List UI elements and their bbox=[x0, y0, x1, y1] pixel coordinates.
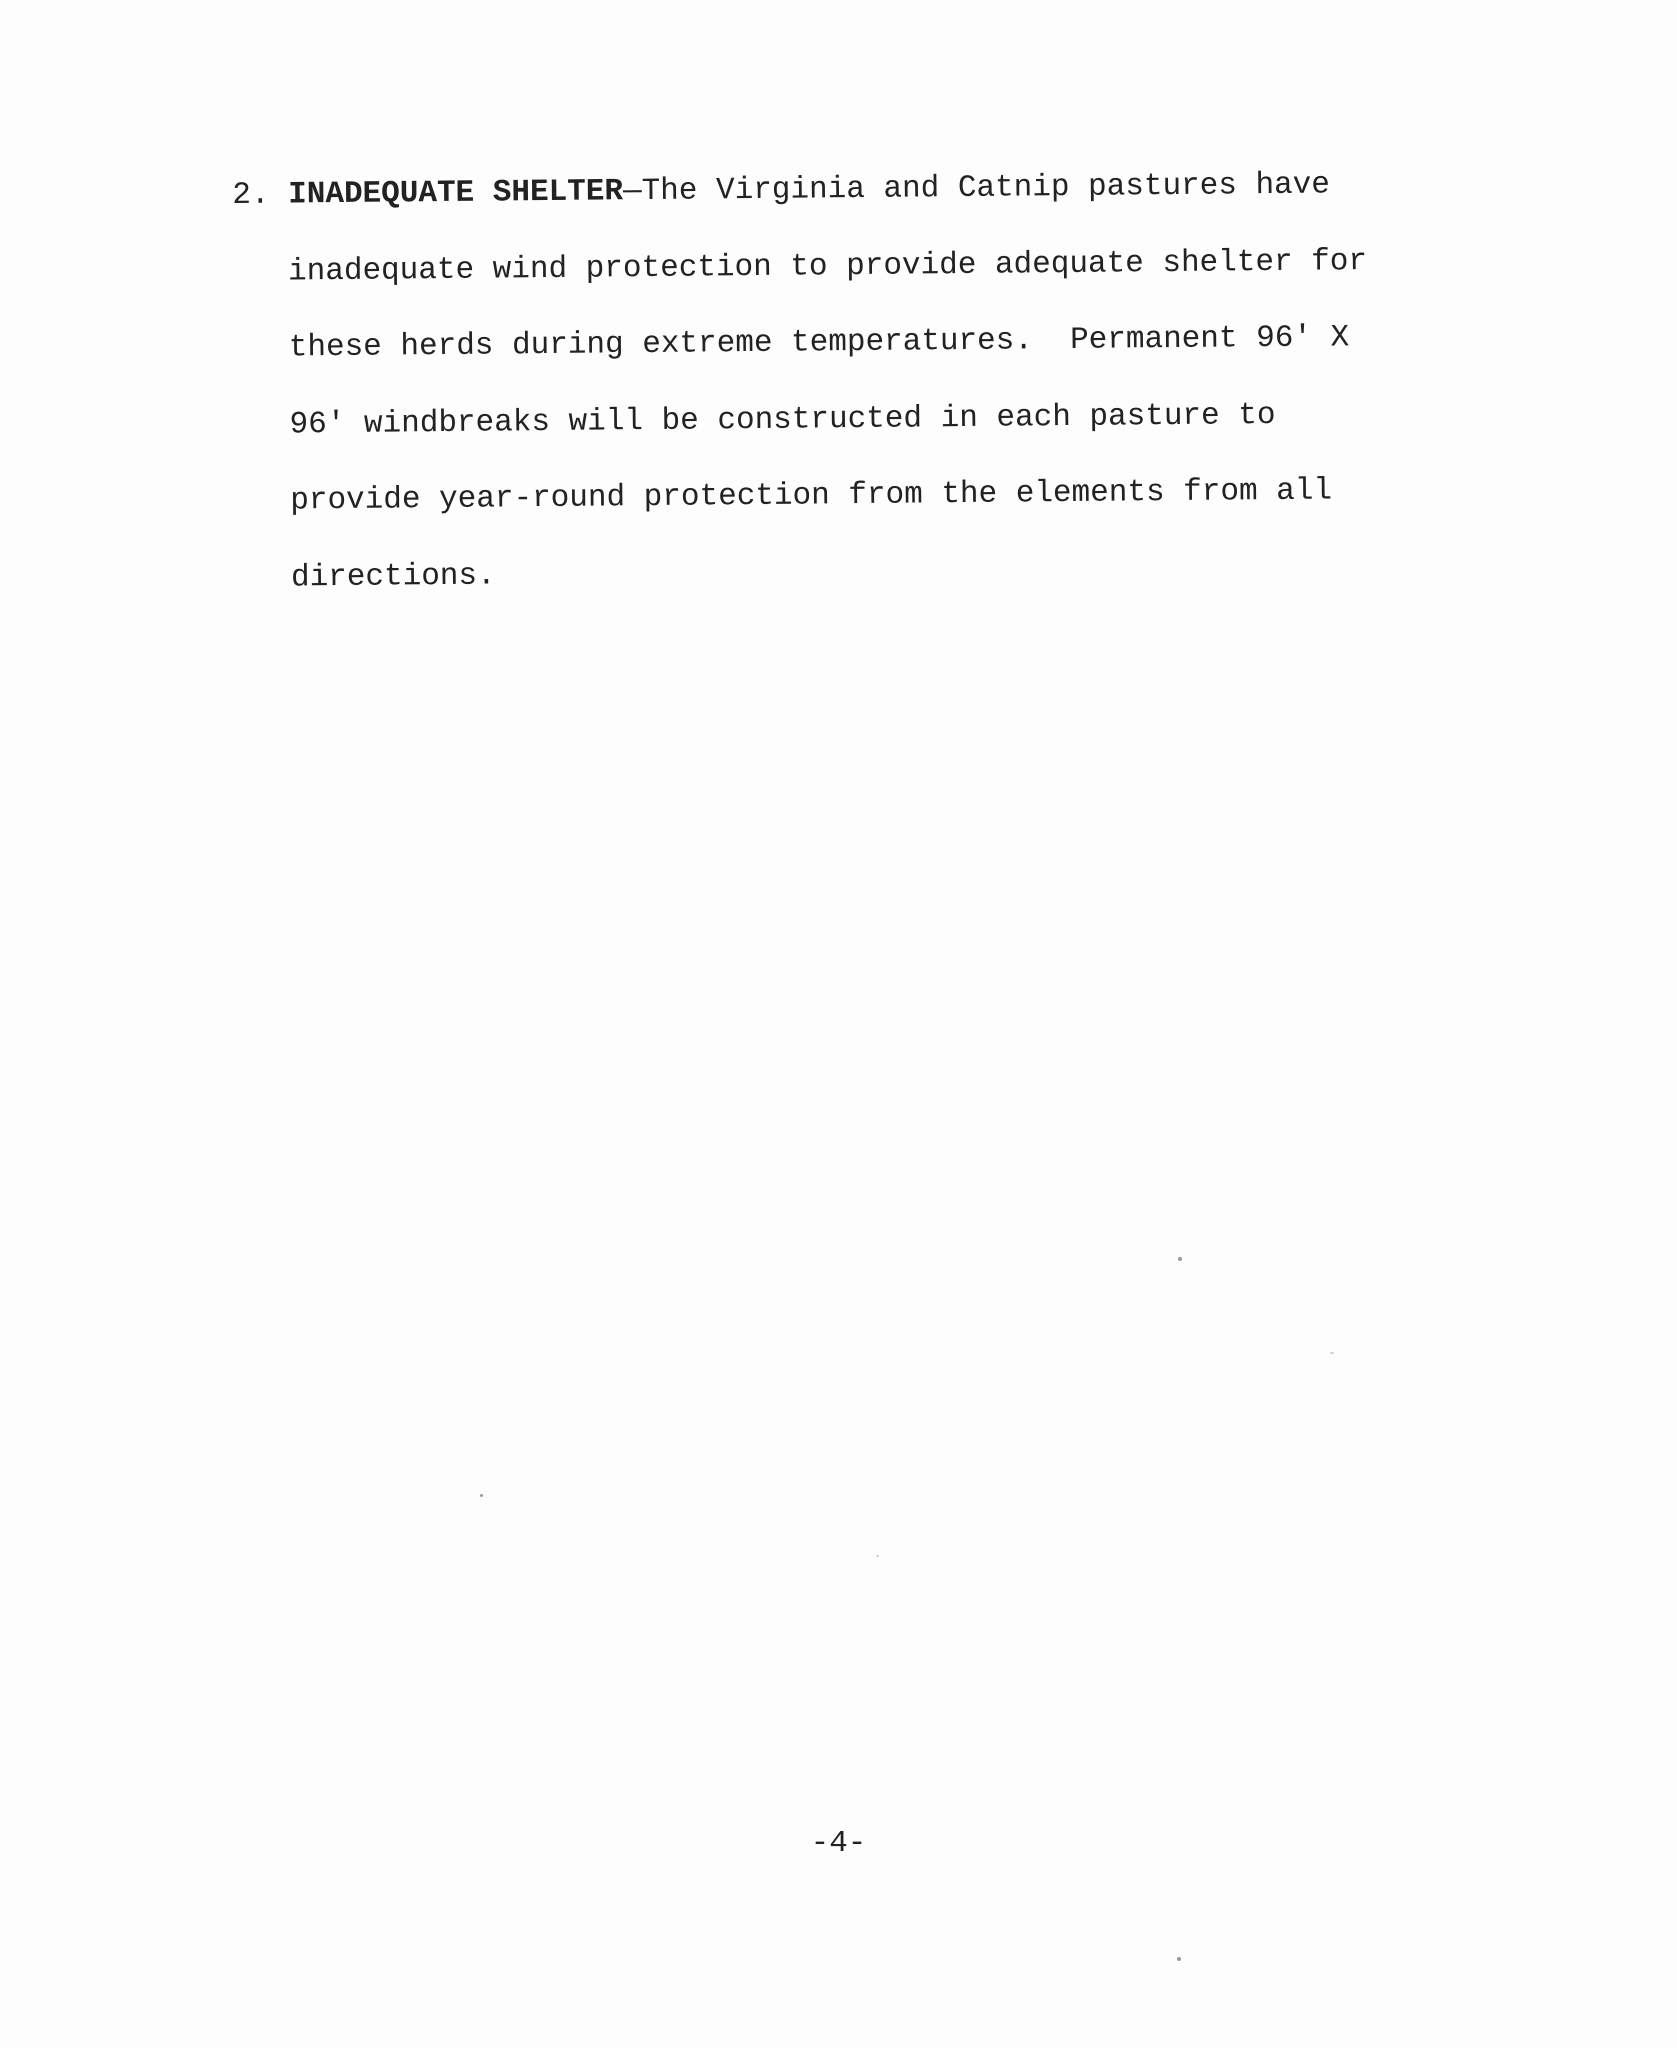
paragraph-line-4: 96′ windbreaks will be constructed in each pasture to bbox=[289, 397, 1276, 442]
heading-dash: — bbox=[622, 174, 642, 210]
paragraph-line-2: inadequate wind protection to provide adequate shelter for bbox=[287, 243, 1368, 289]
paragraph-text: The Virginia and Catnip pastures have bbox=[641, 167, 1331, 210]
scan-speck bbox=[1177, 1957, 1181, 1961]
item-number: 2. bbox=[232, 177, 270, 213]
scan-speck bbox=[1330, 1352, 1334, 1354]
item-heading: INADEQUATE SHELTER bbox=[288, 174, 624, 213]
paragraph-line-5: provide year-round protection from the elements from all bbox=[290, 473, 1333, 519]
scan-speck bbox=[876, 1555, 879, 1557]
scan-speck bbox=[480, 1494, 483, 1497]
scan-speck bbox=[1178, 1257, 1182, 1261]
paragraph-line-1 bbox=[232, 146, 1483, 234]
page-number: -4- bbox=[810, 1826, 867, 1861]
numbered-paragraph bbox=[232, 146, 1486, 617]
paragraph-line-3: these herds during extreme temperatures. Permanent 96′ X bbox=[288, 320, 1350, 366]
paragraph-line-6: directions. bbox=[290, 557, 496, 595]
